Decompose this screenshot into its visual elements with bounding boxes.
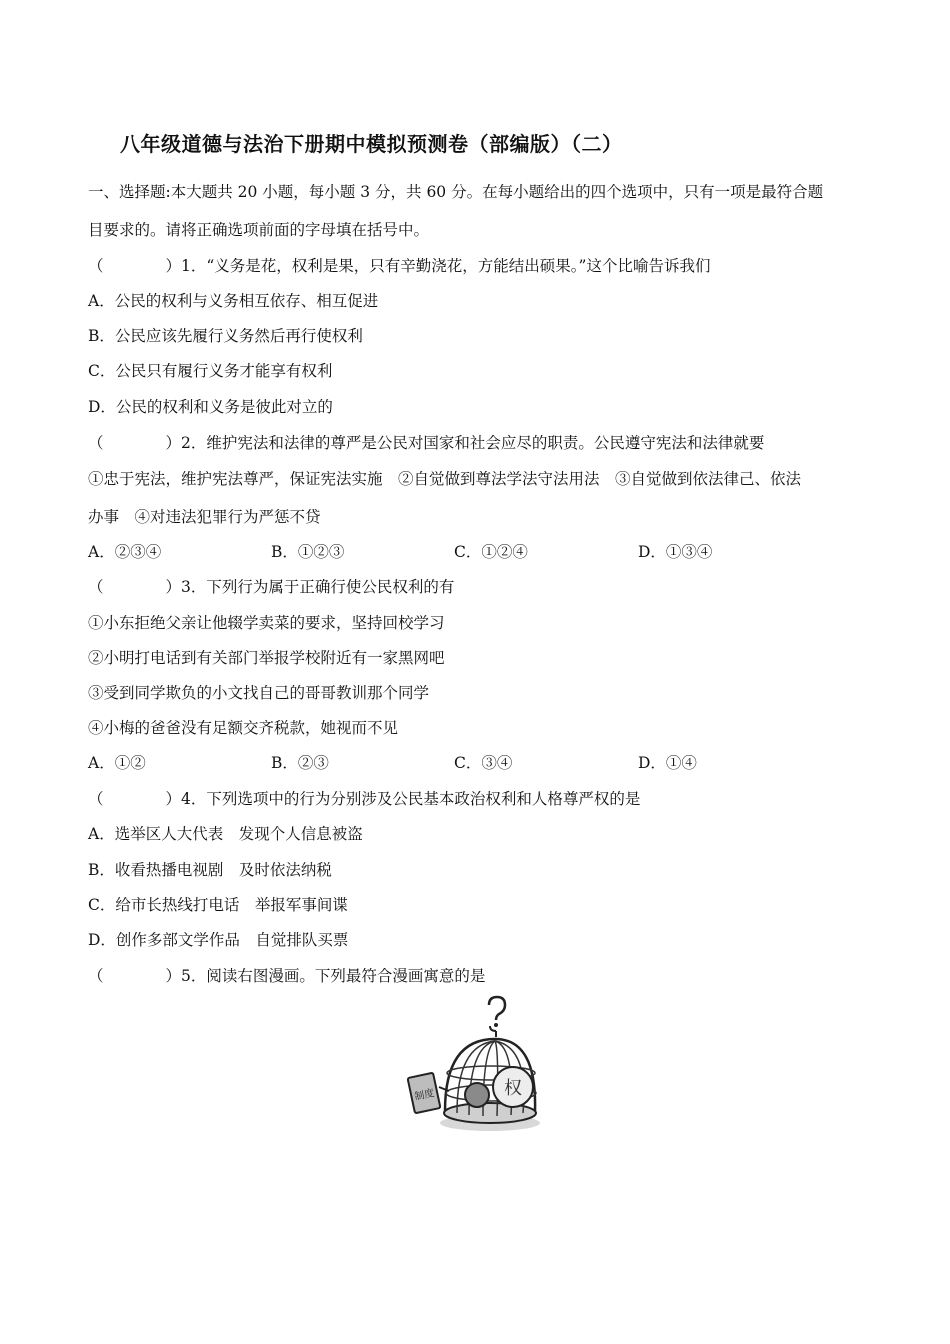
question-1-option-a: A．公民的权利与义务相互依存、相互促进 [88,292,379,310]
question-1-option-d: D．公民的权利和义务是彼此对立的 [88,398,333,416]
question-4-option-b: B．收看热播电视剧 及时依法纳税 [88,861,332,879]
question-2-option-c: C．①②④ [454,543,528,561]
question-3-option-b: B．②③ [271,754,329,772]
question-1-option-c: C．公民只有履行义务才能享有权利 [88,362,333,380]
question-3-stem: （ ）3．下列行为属于正确行使公民权利的有 [88,578,455,596]
cartoon-tag-label: 制度 [413,1087,436,1103]
question-4-option-c: C．给市长热线打电话 举报军事间谍 [88,896,348,914]
question-4-option-a: A．选举区人大代表 发现个人信息被盗 [88,825,363,843]
cartoon-birdcage-image [405,995,545,1135]
question-3-option-d: D．①④ [638,754,697,772]
question-1-option-b: B．公民应该先履行义务然后再行使权利 [88,327,363,345]
page-title: 八年级道德与法治下册期中模拟预测卷（部编版）（二） [120,132,623,156]
section-intro-line-2: 目要求的。请将正确选项前面的字母填在括号中。 [88,221,430,239]
question-2-items-line-1: ①忠于宪法，维护宪法尊严，保证宪法实施 ②自觉做到尊法学法守法用法 ③自觉做到依法律己、依法 [88,470,802,488]
question-4-option-d: D．创作多部文学作品 自觉排队买票 [88,931,349,949]
section-intro-line-1: 一、选择题:本大题共 20 小题，每小题 3 分，共 60 分。在每小题给出的四个选项中，只有一项是最符合题 [88,183,824,201]
question-5-stem: （ ）5．阅读右图漫画。下列最符合漫画寓意的是 [88,967,486,985]
question-3-item-2: ②小明打电话到有关部门举报学校附近有一家黑网吧 [88,649,445,667]
question-2-option-d: D．①③④ [638,543,713,561]
question-2-option-a: A．②③④ [88,543,162,561]
question-3-item-1: ①小东拒绝父亲让他辍学卖菜的要求，坚持回校学习 [88,614,445,632]
question-2-items-line-2: 办事 ④对违法犯罪行为严惩不贷 [88,508,321,526]
question-2-stem: （ ）2．维护宪法和法律的尊严是公民对国家和社会应尽的职责。公民遵守宪法和法律就要 [88,434,765,452]
question-3-option-c: C．③④ [454,754,513,772]
question-4-stem: （ ）4．下列选项中的行为分别涉及公民基本政治权利和人格尊严权的是 [88,790,641,808]
question-1-stem: （ ）1．“义务是花，权利是果，只有辛勤浇花，方能结出硕果。”这个比喻告诉我们 [88,257,711,275]
question-mark-icon [489,997,505,1020]
question-3-option-a: A．①② [88,754,146,772]
cartoon-ball-label: 权 [504,1078,522,1099]
question-3-item-4: ④小梅的爸爸没有足额交齐税款，她视而不见 [88,719,399,737]
question-3-item-3: ③受到同学欺负的小文找自己的哥哥教训那个同学 [88,684,430,702]
question-2-option-b: B．①②③ [271,543,345,561]
